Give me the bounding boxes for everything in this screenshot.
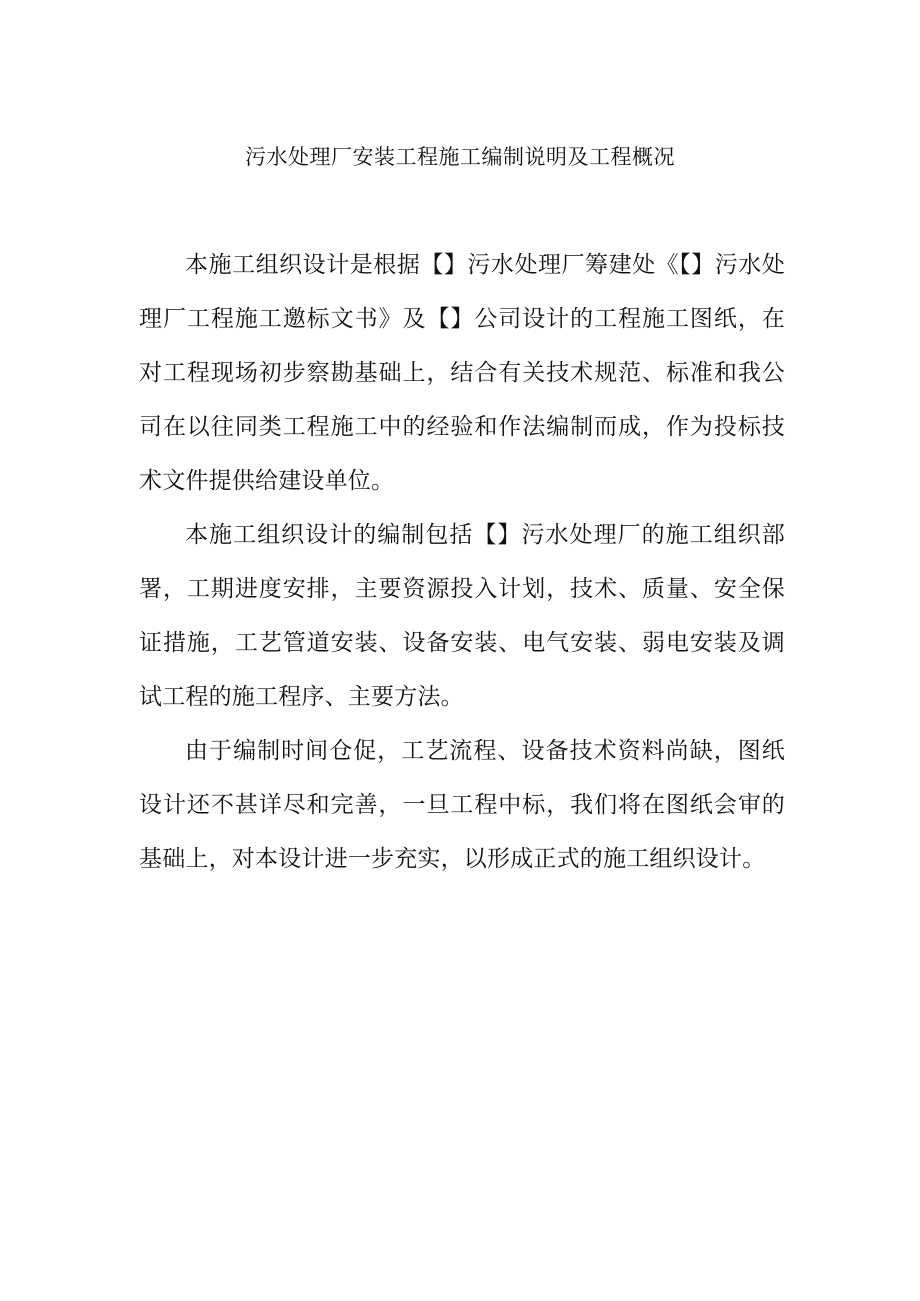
paragraph-note: 由于编制时间仓促，工艺流程、设备技术资料尚缺，图纸设计还不甚详尽和完善，一旦工程中标，我们将在图纸会审的基础上，对本设计进一步充实，以形成正式的施工组织设计。 (139, 738, 785, 872)
paragraph-scope: 本施工组织设计的编制包括【】污水处理厂的施工组织部署，工期进度安排，主要资源投入计划，技术、质量、安全保证措施，工艺管道安装、设备安装、电气安装、弱电安装及调试工程的施工程序、主要方法。 (139, 522, 785, 710)
paragraph-basis: 本施工组织设计是根据【】污水处理厂筹建处《【】污水处理厂工程施工邀标文书》及【】公司设计的工程施工图纸，在对工程现场初步察勘基础上，结合有关技术规范、标准和我公司在以往同类工程施工中的经验和作法编制而成，作为投标技术文件提供给建设单位。 (139, 252, 785, 494)
document-title: 污水处理厂安装工程施工编制说明及工程概况 (245, 145, 675, 169)
document-body (139, 238, 785, 886)
